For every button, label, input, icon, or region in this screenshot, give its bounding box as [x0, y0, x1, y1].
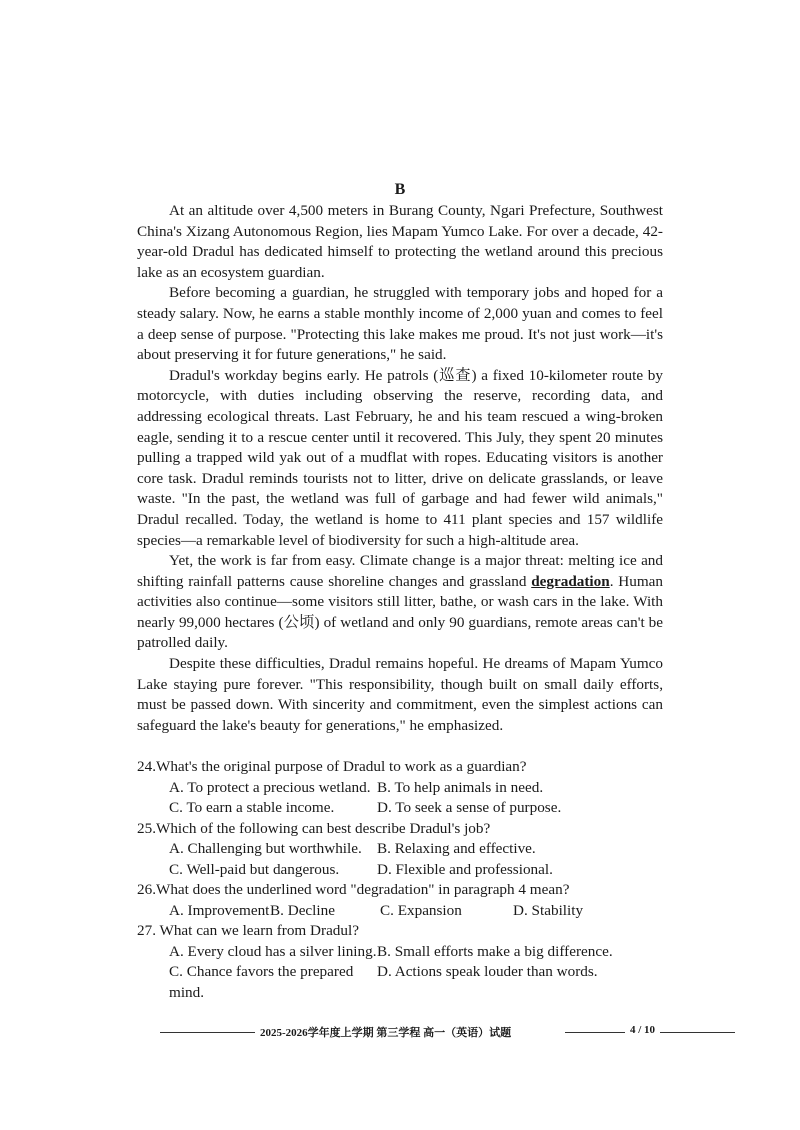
option-row: [137, 860, 677, 881]
underlined-word: degradation: [531, 572, 610, 590]
paragraph-2: Before becoming a guardian, he struggled with temporary jobs and hoped for a steady salary. Now, he earns a stable monthly income of 2,000 yuan and comes to feel a deep sense of purpose. "Protecting this lake makes me proud. It's not just work—it's about preserving it for future generations," he said.: [137, 284, 663, 364]
footer-page-number: 4 / 10: [630, 1024, 656, 1036]
paragraph-3: Dradul's workday begins early. He patrols (巡查) a fixed 10-kilometer route by motorcycle, with duties including observing the reserve, recording data, and addressing ecological threats. Last February, he and his team rescued a wing-broken eagle, sending it to a rescue center until it recovered. This July, they spent 20 minutes pulling a trapped wild yak out of a mudflat with ropes. Educating visitors is another core task. Dradul reminds tourists not to litter, drive on delicate grasslands, or leave waste. "In the past, the wetland was full of garbage and had fewer wild animals," Dradul recalled. Today, the wetland is home to 411 plant species and 157 wildlife species—a remarkable level of biodiversity for such a high-altitude area.: [137, 366, 663, 549]
option-row: [137, 798, 677, 819]
question-stem: 24.What's the original purpose of Dradul to work as a guardian?: [137, 758, 527, 775]
option-row: [137, 778, 677, 799]
option-a: A. Every cloud has a silver lining.: [169, 942, 377, 960]
paragraph-4: [137, 551, 663, 654]
option-d: D. Flexible and professional.: [377, 860, 553, 878]
option-c: C. To earn a stable income.: [169, 799, 335, 816]
footer-exam-title: 2025-2026学年度上学期 第三学程 高一（英语）试题: [260, 1027, 512, 1039]
option-a: A. Improvement: [169, 901, 270, 919]
footer-rule: [660, 1032, 735, 1033]
footer-rule: [565, 1032, 625, 1033]
option-b: B. Small efforts make a big difference.: [377, 942, 613, 960]
option-row: [137, 839, 677, 860]
option-c: C. Well-paid but dangerous.: [169, 860, 340, 878]
question-stem: 25.Which of the following can best describe Dradul's job?: [137, 819, 491, 837]
option-row: [137, 962, 677, 1003]
question-list: [137, 757, 677, 1003]
option-d: D. Actions speak louder than words.: [377, 963, 598, 980]
option-a: A. To protect a precious wetland.: [169, 778, 371, 796]
question-stem: 26.What does the underlined word "degradation" in paragraph 4 mean?: [137, 881, 570, 898]
question-stem: 27. What can we learn from Dradul?: [137, 922, 359, 939]
option-c: C. Expansion: [380, 901, 462, 919]
option-d: D. Stability: [513, 901, 584, 919]
reading-passage: [137, 201, 663, 736]
option-row: [137, 942, 677, 963]
paragraph-1: At an altitude over 4,500 meters in Burang County, Ngari Prefecture, Southwest China's Xizang Autonomous Region, lies Mapam Yumco Lake. For over a decade, 42-year-old Dradul has dedicated himself to protecting the wetland around this precious lake as an ecosystem guardian.: [137, 202, 663, 281]
footer-rule: [160, 1032, 255, 1033]
option-b: B. Decline: [270, 901, 335, 919]
section-title: B: [394, 181, 406, 198]
paragraph-5: Despite these difficulties, Dradul remains hopeful. He dreams of Mapam Yumco Lake staying pure forever. "This responsibility, though built on small daily efforts, must be passed down. With sincerity and commitment, even the simplest actions can safeguard the lake's beauty for generations," he emphasized.: [137, 655, 663, 734]
option-b: B. Relaxing and effective.: [377, 840, 536, 857]
page-footer: [160, 1024, 735, 1040]
option-row: [137, 901, 677, 922]
option-b: B. To help animals in need.: [377, 778, 544, 796]
option-c: C. Chance favors the prepared mind.: [169, 963, 354, 1001]
option-d: D. To seek a sense of purpose.: [377, 799, 562, 816]
option-a: A. Challenging but worthwhile.: [169, 840, 362, 857]
paragraph-4-part-2: . Human activities also continue—some visitors still litter, bathe, or wash cars in the lake. With nearly 99,000 hectares (公顷) of wetland and only 90 guardians, remote areas can't be patrolled daily.: [137, 572, 663, 652]
paragraph-4-part-1: Yet, the work is far from easy. Climate change is a major threat: melting ice and shifting rainfall patterns cause shoreline changes and grassland: [137, 552, 663, 590]
